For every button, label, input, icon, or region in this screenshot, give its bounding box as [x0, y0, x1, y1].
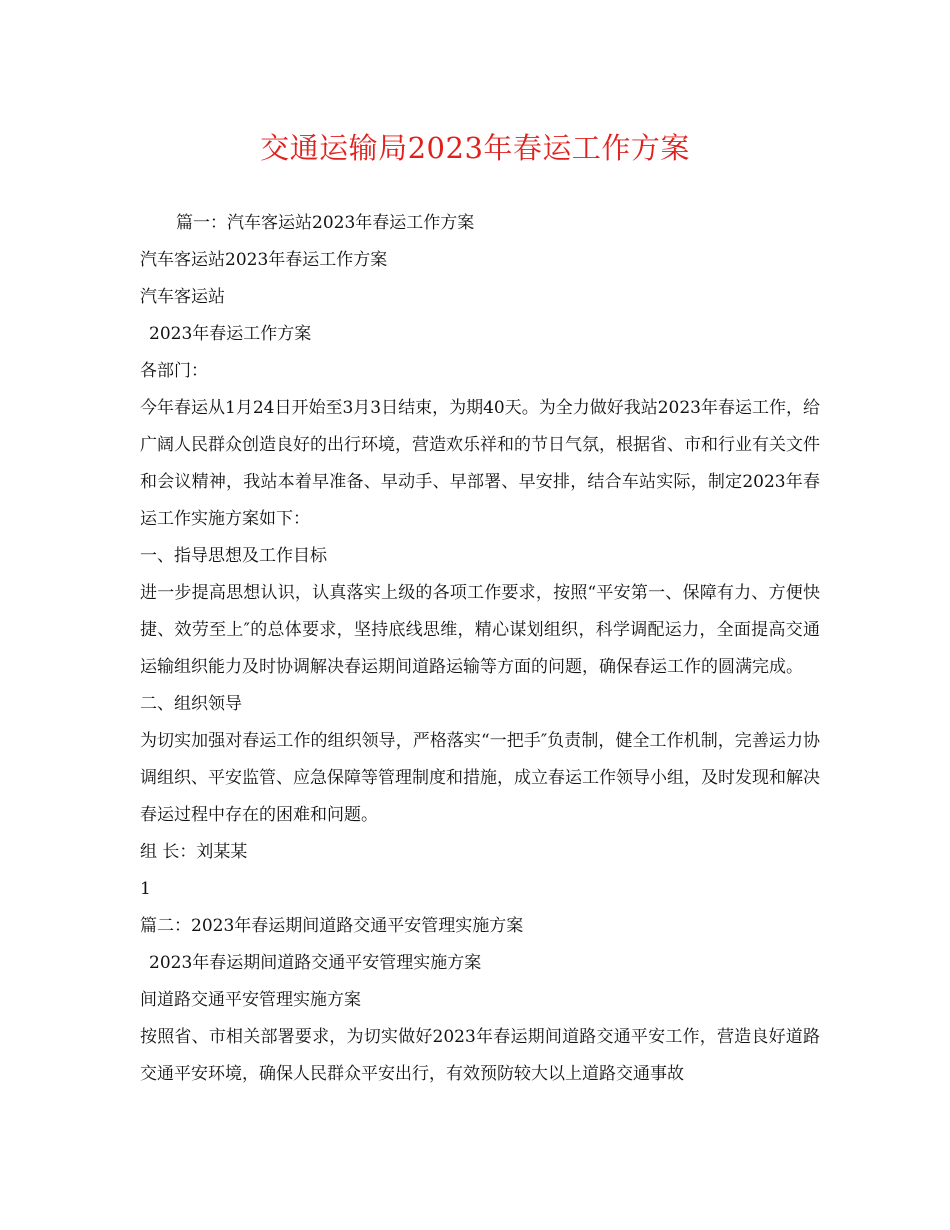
part2-intro-paragraph: 按照省、市相关部署要求，为切实做好2023年春运期间道路交通平安工作，营造良好道路交通平安环境，确保人民群众平安出行，有效预防较大以上道路交通事故: [140, 1027, 820, 1084]
part1-org: 汽车客运站: [140, 287, 225, 307]
part2-doc-title: 2023年春运期间道路交通平安管理实施方案: [149, 953, 482, 973]
part1-heading: 篇一：汽车客运站2023年春运工作方案: [176, 213, 475, 233]
part1-doc-title: 汽车客运站2023年春运工作方案: [140, 250, 388, 270]
leader-line: 组 长：刘某某: [140, 842, 248, 862]
document-body: [140, 205, 820, 1093]
page-number: 1: [140, 879, 151, 899]
part1-intro-paragraph: 今年春运从1月24日开始至3月3日结束，为期40天。为全力做好我站2023年春运工作，给广阔人民群众创造良好的出行环境，营造欢乐祥和的节日气氛，根据省、市和行业有关文件和会议精神，我站本着早准备、早动手、早部署、早安排，结合车站实际，制定2023年春运工作实施方案如下：: [140, 398, 820, 529]
part1-plan-title: 2023年春运工作方案: [149, 324, 312, 344]
section2-heading: 二、组织领导: [140, 694, 242, 714]
part1-addressee: 各部门：: [140, 361, 208, 381]
part2-heading: 篇二：2023年春运期间道路交通平安管理实施方案: [140, 916, 524, 936]
part2-subtitle: 间道路交通平安管理实施方案: [140, 990, 361, 1010]
section2-paragraph: 为切实加强对春运工作的组织领导，严格落实“一把手″负责制，健全工作机制，完善运力协调组织、平安监管、应急保障等管理制度和措施，成立春运工作领导小组，及时发现和解决春运过程中存在的困难和问题。: [140, 731, 820, 825]
section1-paragraph: 进一步提高思想认识，认真落实上级的各项工作要求，按照“平安第一、保障有力、方便快捷、效劳至上″的总体要求，坚持底线思维，精心谋划组织，科学调配运力，全面提高交通运输组织能力及时协调解决春运期间道路运输等方面的问题，确保春运工作的圆满完成。: [140, 583, 820, 677]
document-title: 交通运输局2023年春运工作方案: [260, 131, 690, 165]
section1-heading: 一、指导思想及工作目标: [140, 546, 327, 566]
